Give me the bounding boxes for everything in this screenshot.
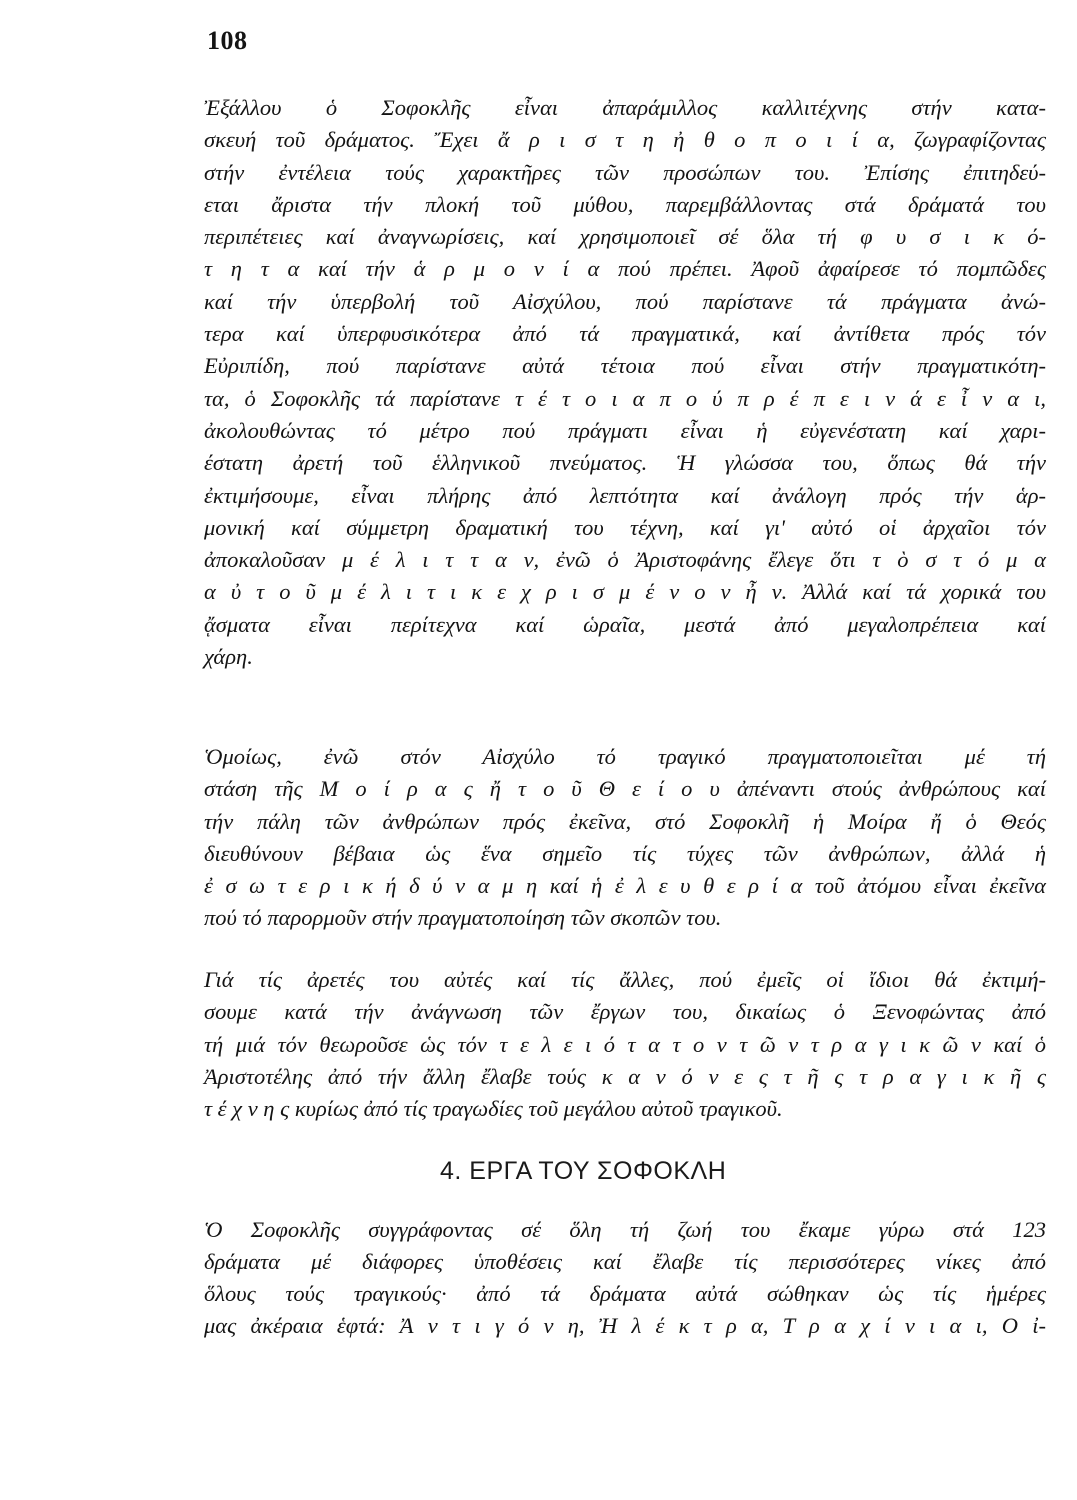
text-line: στήν ἐντέλεια τούς χαρακτῆρες τῶν προσώπων του. Ἐπίσης ἐπιτηδεύ- <box>204 159 1046 185</box>
paragraph-2 <box>204 741 1046 935</box>
text-line: ἐκτιμήσουμε, εἶναι πλήρης ἀπό λεπτότητα καί ἀνάλογη πρός τήν ἁρ- <box>204 482 1046 508</box>
text-line: Εὐριπίδη, πού παρίστανε αὐτά τέτοια πού εἶναι στήν πραγματικότη- <box>204 353 1046 379</box>
text-line: Ἀριστοτέλης ἀπό τήν ἄλλη ἔλαβε τούς κ α ν ό ν ε ς τ ῆ ς τ ρ α γ ι κ ῆ ς <box>204 1063 1046 1089</box>
text-line: μονική καί σύμμετρη δραματική του τέχνη, καί γι' αὐτό οἱ ἀρχαῖοι τόν <box>204 514 1046 540</box>
text-line: σουμε κατά τήν ἀνάγνωση τῶν ἔργων του, δικαίως ὁ Ξενοφώντας ἀπό <box>204 999 1046 1025</box>
text-line: ἐ σ ω τ ε ρ ι κ ή δ ύ ν α μ η καί ἡ ἐ λ ε υ θ ε ρ ί α τοῦ ἀτόμου εἶναι ἐκεῖνα <box>204 873 1046 899</box>
text-line: ἀκολουθώντας τό μέτρο πού πράγματι εἶναι ἡ εὐγενέστατη καί χαρι- <box>204 417 1046 443</box>
text-line: περιπέτειες καί ἀναγνωρίσεις, καί χρησιμοποιεῖ σέ ὅλα τή φ υ σ ι κ ό- <box>204 224 1046 250</box>
text-line: τ η τ α καί τήν ἁ ρ μ ο ν ί α πού πρέπει. Ἀφοῦ ἀφαίρεσε τό πομπῶδες <box>204 256 1046 282</box>
paragraph-1 <box>204 92 1046 673</box>
text-line: τερα καί ὑπερφυσικότερα ἀπό τά πραγματικά, καί ἀντίθετα πρός τόν <box>204 321 1046 347</box>
text-line: στάση τῆς Μ ο ί ρ α ς ἤ τ ο ῦ Θ ε ί ο υ ἀπέναντι στούς ἀνθρώπους καί <box>204 776 1046 802</box>
text-line: καί τήν ὑπερβολή τοῦ Αἰσχύλου, πού παρίστανε τά πράγματα ἀνώ- <box>204 288 1046 314</box>
page-number: 108 <box>207 26 248 55</box>
text-line: Ἐξάλλου ὁ Σοφοκλῆς εἶναι ἀπαράμιλλος καλλιτέχνης στήν κατα- <box>204 95 1046 120</box>
text-line: σκευή τοῦ δράματος. Ἔχει ἄ ρ ι σ τ η ἠ θ ο π ο ι ί α, ζωγραφίζοντας <box>204 127 1046 153</box>
paragraph-3 <box>204 964 1046 1125</box>
text-line: α ὐ τ ο ῦ μ έ λ ι τ ι κ ε χ ρ ι σ μ έ ν ο ν ἦ ν. Ἀλλά καί τά χορικά του <box>204 579 1046 605</box>
text-line: ἀποκαλοῦσαν μ έ λ ι τ τ α ν, ἐνῶ ὁ Ἀριστοφάνης ἔλεγε ὅτι τ ὸ σ τ ό μ α <box>204 547 1046 573</box>
text-line: ᾄσματα εἶναι περίτεχνα καί ὡραῖα, μεστά ἀπό μεγαλοπρέπεια καί <box>204 611 1046 637</box>
paragraph-4 <box>204 1214 1046 1342</box>
section-heading: 4. ΕΡΓΑ ΤΟΥ ΣΟΦΟΚΛΗ <box>440 1157 727 1185</box>
text-line: έστατη ἀρετή τοῦ ἑλληνικοῦ πνεύματος. Ἡ γλώσσα του, ὅπως θά τήν <box>204 450 1046 476</box>
text-line: χάρη. <box>204 644 253 670</box>
text-line: ὅλους τούς τραγικούς· ἀπό τά δράματα αὐτά σώθηκαν ὡς τίς ἡμέρες <box>204 1281 1046 1306</box>
text-line: διευθύνουν βέβαια ὡς ἕνα σημεῖο τίς τύχες τῶν ἀνθρώπων, ἀλλά ἡ <box>204 840 1046 866</box>
text-line: Ὁμοίως, ἐνῶ στόν Αἰσχύλο τό τραγικό πραγματοποιεῖται μέ τή <box>204 744 1046 769</box>
text-line: δράματα μέ διάφορες ὑποθέσεις καί ἔλαβε τίς περισσότερες νίκες ἀπό <box>204 1249 1046 1274</box>
text-line: τ έ χ ν η ς κυρίως ἀπό τίς τραγωδίες τοῦ μεγάλου αὐτοῦ τραγικοῦ. <box>204 1096 783 1122</box>
text-line: μας ἀκέραια ἑφτά: Ἀ ν τ ι γ ό ν η, Ἠ λ έ κ τ ρ α, Τ ρ α χ ί ν ι α ι, Ο ἰ- <box>204 1313 1046 1338</box>
text-line: Ὁ Σοφοκλῆς συγγράφοντας σέ ὅλη τή ζωή του ἔκαμε γύρω στά 123 <box>204 1217 1046 1242</box>
text-line: τήν πάλη τῶν ἀνθρώπων πρός ἐκεῖνα, στό Σοφοκλῆ ἡ Μοίρα ἤ ὁ Θεός <box>204 808 1046 834</box>
text-line: Γιά τίς ἀρετές του αὐτές καί τίς ἄλλες, πού ἐμεῖς οἱ ἴδιοι θά ἐκτιμή- <box>204 967 1046 992</box>
text-line: εται ἄριστα τήν πλοκή τοῦ μύθου, παρεμβάλλοντας στά δράματά του <box>204 191 1046 217</box>
text-line: τα, ὁ Σοφοκλῆς τά παρίστανε τ έ τ ο ι α π ο ύ π ρ έ π ε ι ν ά ε ἶ ν α ι, <box>204 385 1046 411</box>
text-line: πού τό παρορμοῦν στήν πραγματοποίηση τῶν σκοπῶν του. <box>204 905 722 931</box>
text-line: τή μιά τόν θεωροῦσε ὡς τόν τ ε λ ε ι ό τ α τ ο ν τ ῶ ν τ ρ α γ ι κ ῶ ν καί ὁ <box>204 1031 1046 1057</box>
